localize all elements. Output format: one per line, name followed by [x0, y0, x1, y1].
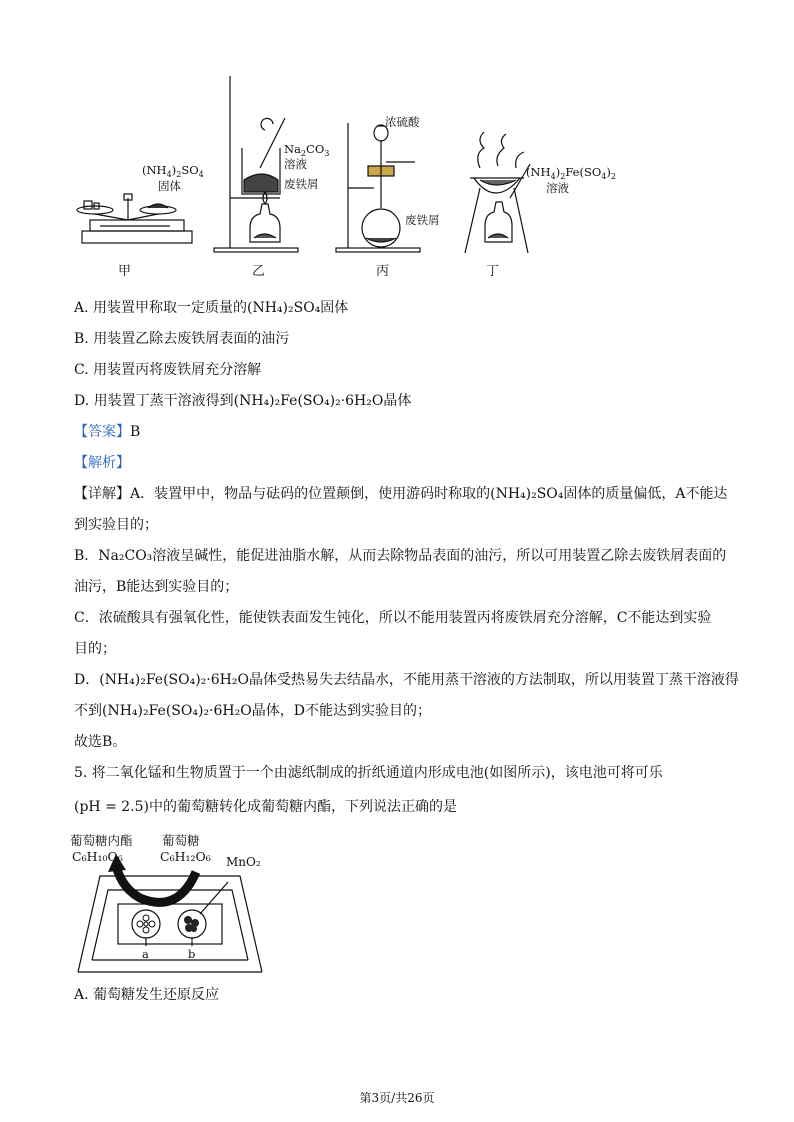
yi-label-solution: 溶液	[284, 157, 307, 171]
battery-mno2: MnO₂	[226, 855, 261, 869]
detail-line-4: 油污，B能达到实验目的；	[74, 579, 239, 595]
option-a: A. 用装置甲称取一定质量的(NH₄)₂SO₄固体	[74, 300, 349, 316]
ding-label-formula: $(NH_4)_2Fe(SO_4)_2$	[526, 165, 617, 181]
jia-caption: 甲	[118, 264, 132, 279]
detail-line-8: 不到(NH₄)₂Fe(SO₄)₂·6H₂O晶体，D不能达到实验目的；	[74, 703, 431, 719]
apparatus-figure	[70, 68, 630, 278]
electrode-b-dots	[184, 916, 199, 932]
ding-label-solution: 溶液	[546, 181, 569, 195]
question5-line-2: (pH = 2.5)中的葡萄糖转化成葡萄糖内酯，下列说法正确的是	[74, 799, 457, 815]
reaction-arrow	[116, 866, 196, 902]
ding-caption: 丁	[486, 264, 500, 279]
question5-line-1: 5. 将二氧化锰和生物质置于一个由滤纸制成的折纸通道内形成电池(如图所示)，该电池可将可乐	[74, 765, 663, 781]
battery-left-formula: C₆H₁₀O₆	[72, 849, 123, 864]
electrode-b-label: b	[188, 947, 196, 961]
electrode-a-label: a	[142, 947, 149, 961]
battery-right-name: 葡萄糖	[162, 833, 200, 848]
battery-left-name: 葡萄糖内酯	[70, 833, 133, 848]
detail-line-5: C．浓硫酸具有强氧化性，能使铁表面发生钝化，所以不能用装置丙将废铁屑充分溶解，C不能达到实验	[74, 610, 712, 626]
balance-icon	[77, 194, 192, 243]
option-b: B. 用装置乙除去废铁屑表面的油污	[74, 331, 290, 347]
page-footer: 第3页/共26页	[359, 1091, 435, 1105]
electrode-a-dots	[137, 915, 155, 933]
bing-label-iron: 废铁屑	[405, 213, 440, 227]
detail-line-1: 【详解】A．装置甲中，物品与砝码的位置颠倒，使用游码时称取的(NH₄)₂SO₄固体的质量偏低，A不能达	[74, 486, 728, 502]
answer-line	[74, 422, 140, 442]
battery-figure	[70, 832, 270, 978]
answer-tag: 【答案】	[74, 424, 130, 440]
jia-label-formula: $(NH_4)_2SO_4$	[142, 163, 204, 179]
option5-a: A. 葡萄糖发生还原反应	[74, 987, 220, 1003]
yi-label-formula: $Na_2CO_3$	[284, 142, 330, 158]
detail-line-7: D．(NH₄)₂Fe(SO₄)₂·6H₂O晶体受热易失去结晶水，不能用蒸干溶液的方法制取，所以用装置丁蒸干溶液得	[74, 672, 739, 688]
analysis-tag: 【解析】	[74, 455, 130, 471]
bing-caption: 丙	[376, 264, 390, 279]
detail-line-3: B．Na₂CO₃溶液呈碱性，能促进油脂水解，从而去除物品表面的油污，所以可用装置乙除去废铁屑表面的	[74, 548, 727, 564]
option-c: C. 用装置丙将废铁屑充分溶解	[74, 362, 262, 378]
evaporating-dish-icon	[465, 132, 530, 253]
bing-label-acid: 浓硫酸	[385, 115, 420, 129]
detail-line-2: 到实验目的；	[74, 517, 158, 533]
detail-line-9: 故选B。	[74, 734, 127, 750]
answer-value: B	[130, 424, 141, 440]
battery-right-formula: C₆H₁₂O₆	[160, 849, 211, 864]
yi-label-iron: 废铁屑	[284, 177, 319, 191]
yi-caption: 乙	[252, 264, 266, 279]
option-d: D. 用装置丁蒸干溶液得到(NH₄)₂Fe(SO₄)₂·6H₂O晶体	[74, 393, 412, 409]
jia-label-solid: 固体	[158, 179, 181, 193]
flask-funnel-icon	[336, 123, 420, 252]
detail-line-6: 目的；	[74, 641, 116, 657]
